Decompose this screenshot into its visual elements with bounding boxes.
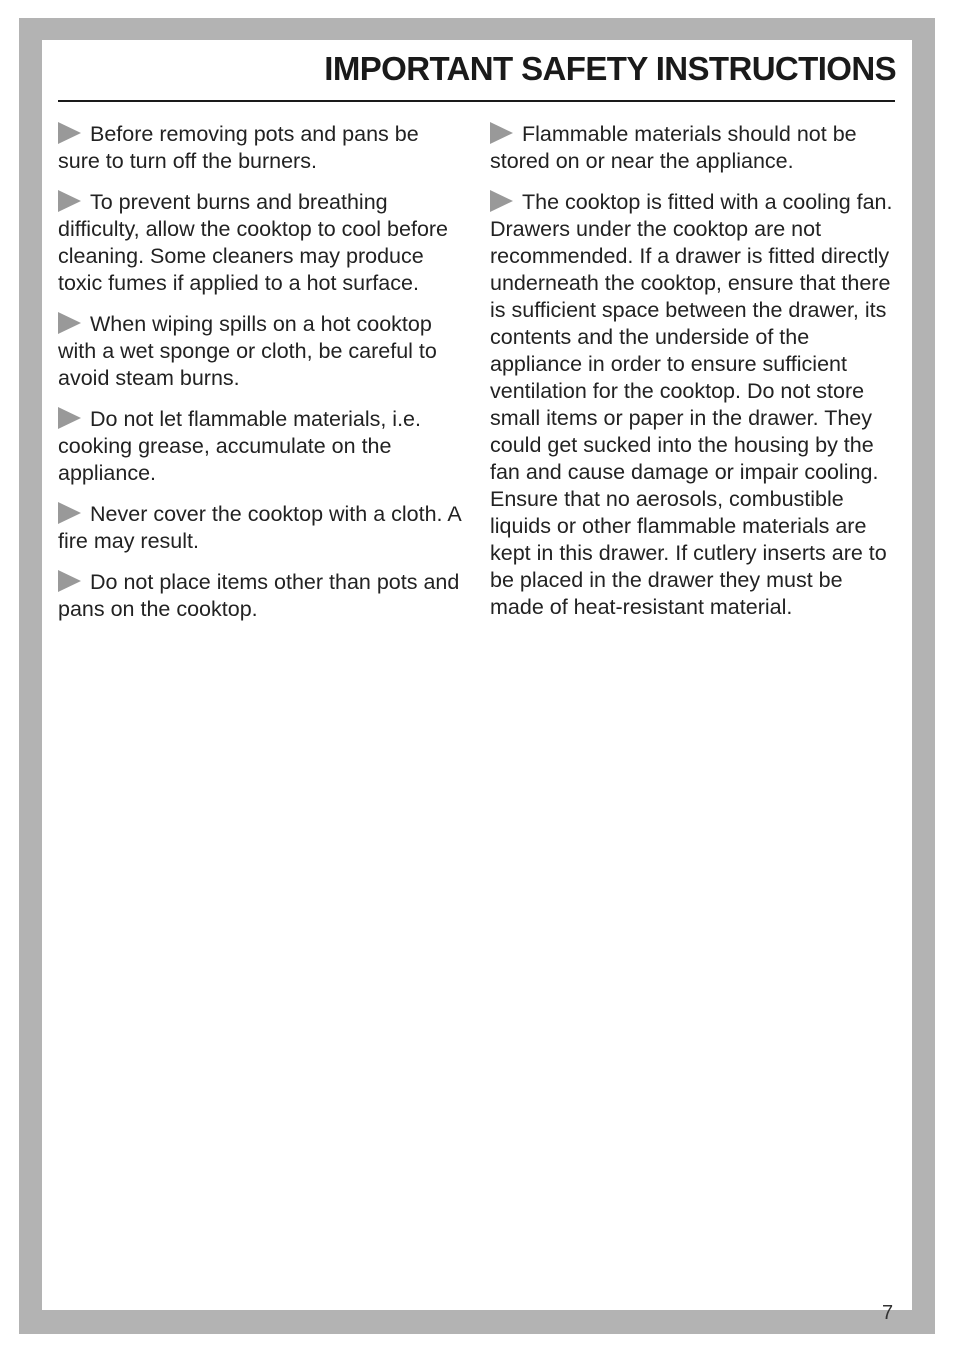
triangle-bullet-icon: [58, 312, 81, 334]
triangle-bullet-icon: [58, 407, 81, 429]
instruction-item: [58, 189, 462, 297]
triangle-bullet-icon: [58, 502, 81, 524]
instruction-text: Never cover the cooktop with a cloth. A fire may result.: [58, 502, 461, 553]
triangle-bullet-icon: [58, 190, 81, 212]
instruction-item: [58, 406, 462, 487]
instruction-item: [58, 569, 462, 623]
page-title: IMPORTANT SAFETY INSTRUCTIONS: [324, 50, 896, 87]
triangle-bullet-icon: [58, 570, 81, 592]
instruction-text: When wiping spills on a hot cooktop with a wet sponge or cloth, be careful to avoid steam burns.: [58, 312, 437, 390]
triangle-bullet-icon: [58, 122, 81, 144]
instruction-text: Before removing pots and pans be sure to turn off the burners.: [58, 122, 419, 173]
right-column: [490, 121, 898, 635]
instruction-text: The cooktop is fitted with a cooling fan. Drawers under the cooktop are not recommended. If a drawer is fitted directly underneath the cooktop, ensure that there is sufficient space between the drawer, its contents and the underside of the appliance in order to ensure sufficient ventilation for the cooktop. Do not store small items or paper in the drawer. They could get sucked into the housing by the fan and cause damage or impair cooling. Ensure that no aerosols, combustible liquids or other flammable materials are kept in this drawer. If cutlery inserts are to be placed in the drawer they must be made of heat-resistant material.: [490, 190, 893, 619]
left-column: [58, 121, 462, 637]
instruction-item: [490, 121, 898, 175]
instruction-item: [58, 501, 462, 555]
instruction-item: [490, 189, 898, 621]
instruction-item: [58, 311, 462, 392]
instruction-text: Do not place items other than pots and pans on the cooktop.: [58, 570, 460, 621]
page-number: 7: [882, 1302, 894, 1324]
instruction-text: Do not let flammable materials, i.e. cooking grease, accumulate on the appliance.: [58, 407, 421, 485]
instruction-text: To prevent burns and breathing difficulty, allow the cooktop to cool before cleaning. Some cleaners may produce toxic fumes if applied to a hot surface.: [58, 190, 449, 295]
triangle-bullet-icon: [490, 122, 513, 144]
instruction-item: [58, 121, 462, 175]
title-divider: [58, 100, 895, 102]
triangle-bullet-icon: [490, 190, 513, 212]
instruction-text: Flammable materials should not be stored on or near the appliance.: [490, 122, 857, 173]
